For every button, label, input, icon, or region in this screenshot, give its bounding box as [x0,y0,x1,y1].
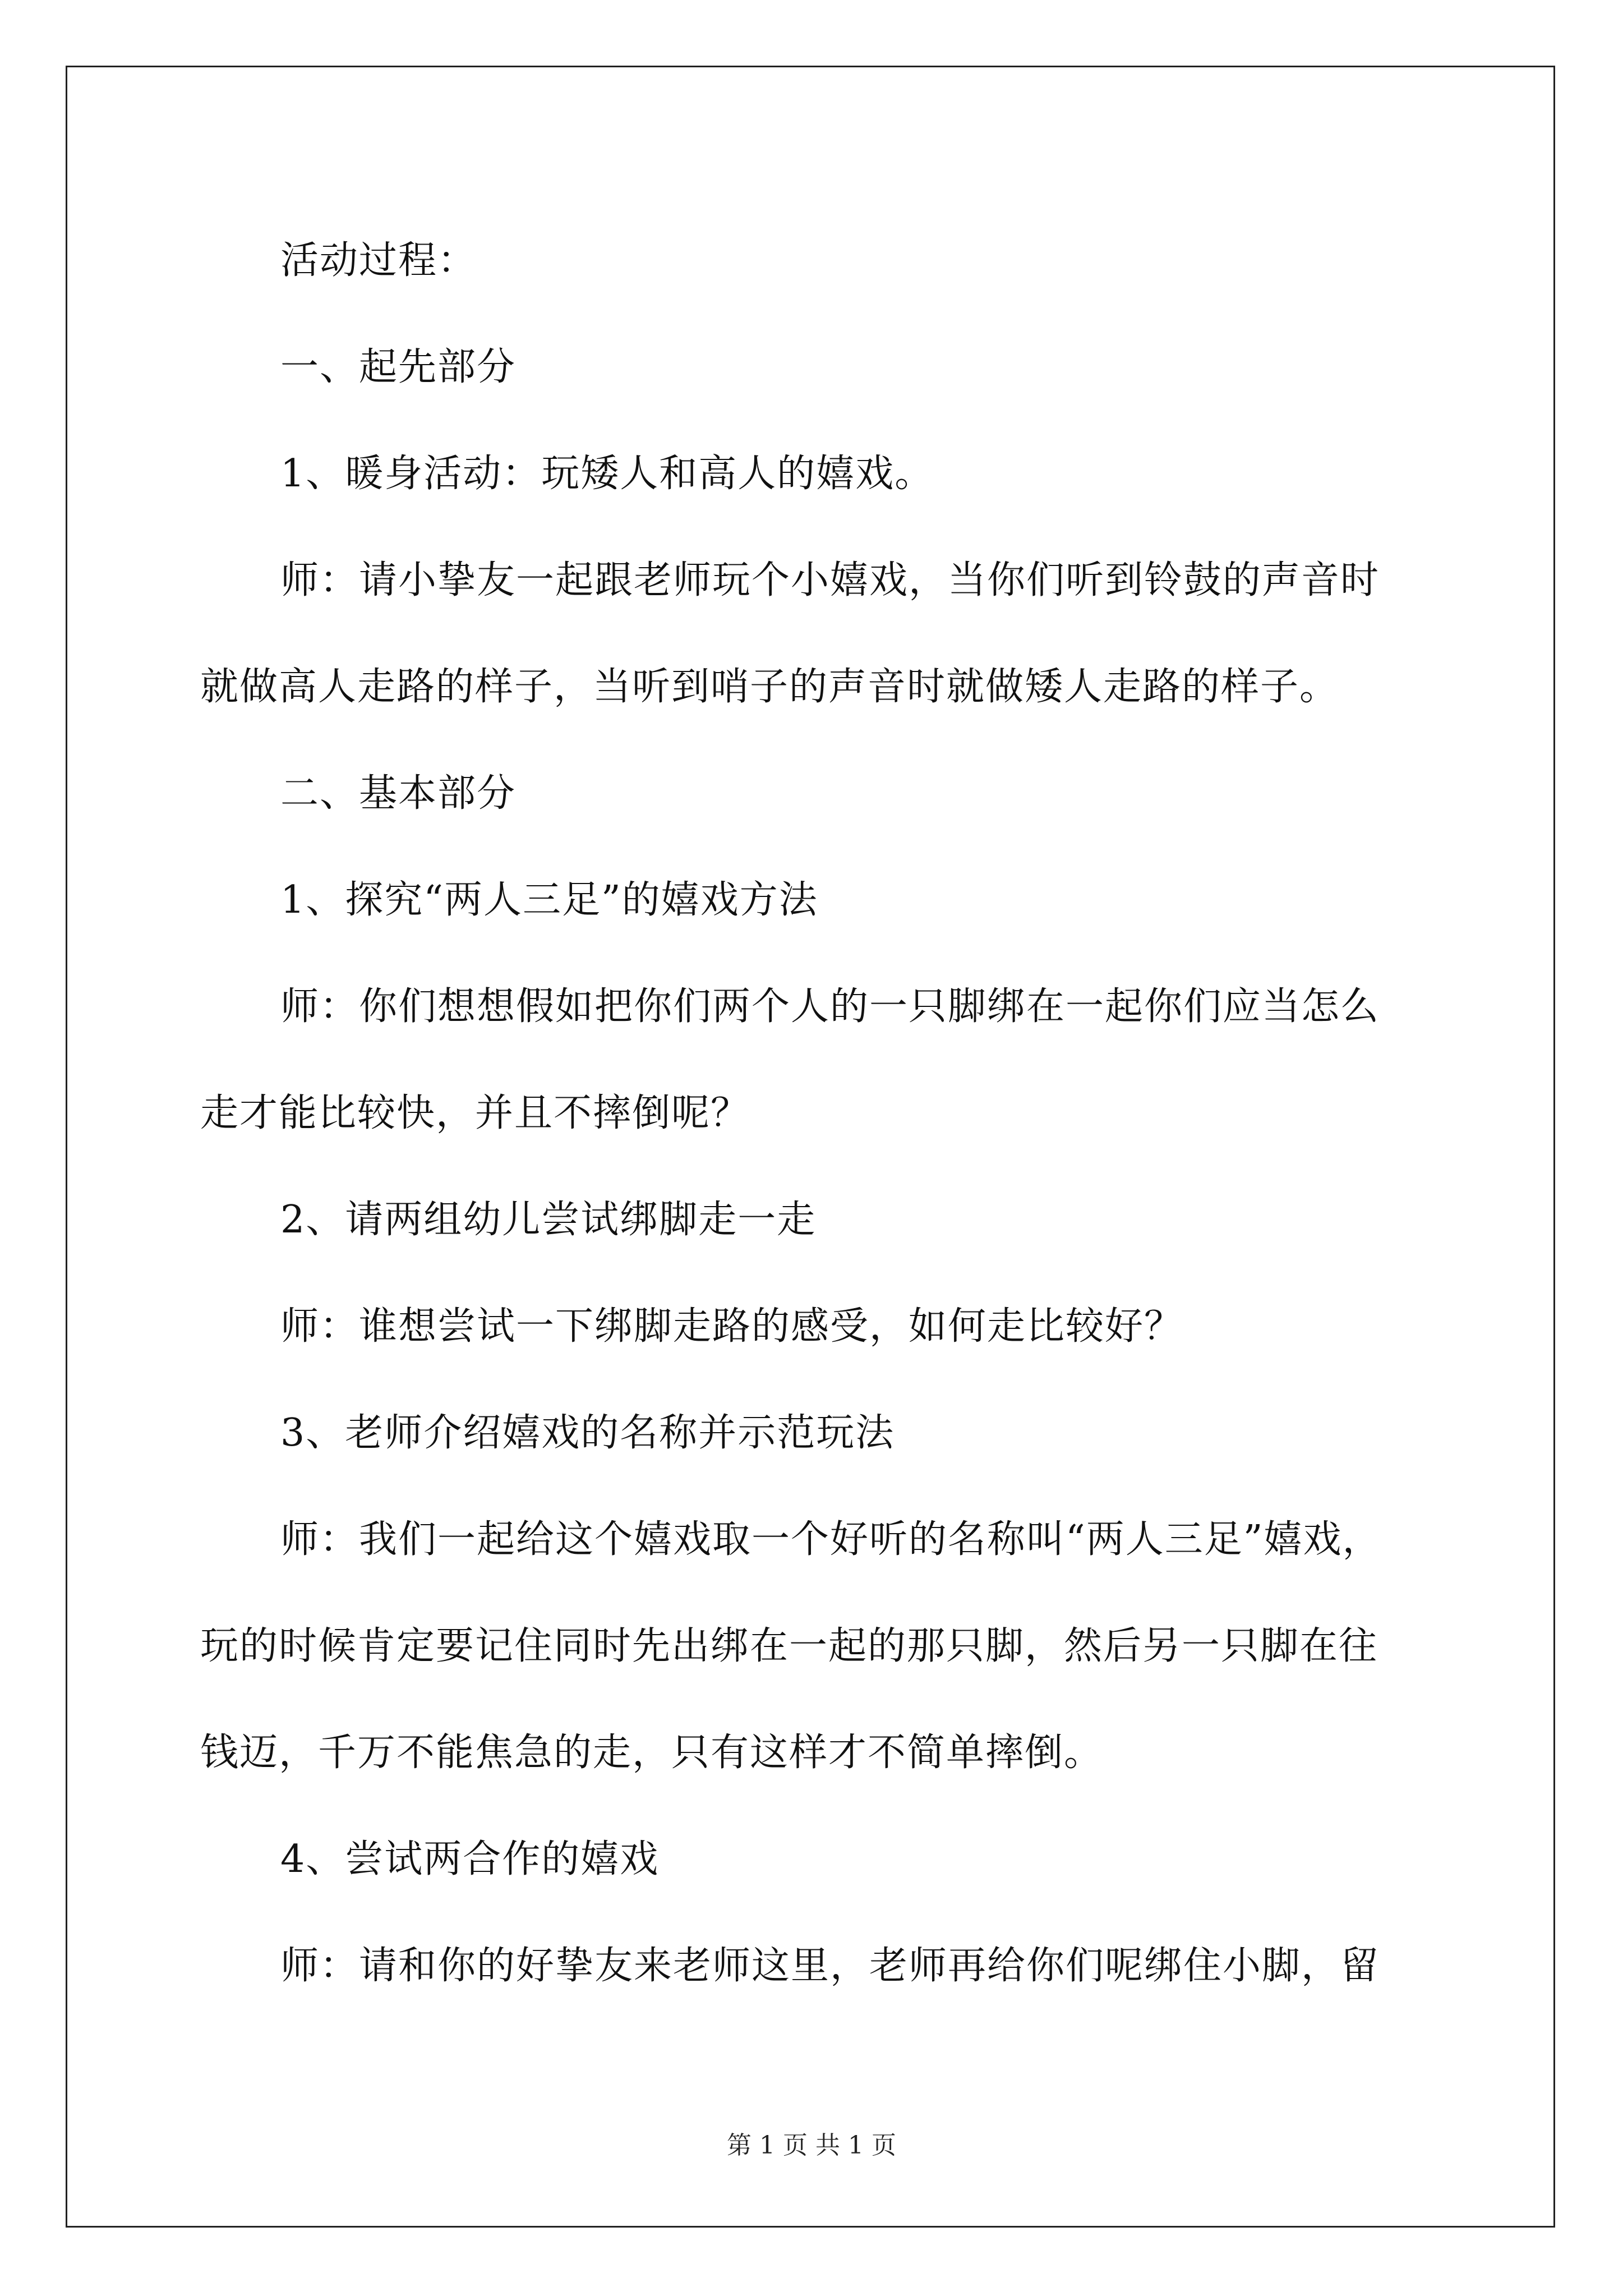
paragraph: 师：请和你的好挚友来老师这里，老师再给你们呢绑住小脚，留 [280,1944,1380,1988]
section-heading: 一、起先部分 [280,345,517,389]
paragraph: 师：请小挚友一起跟老师玩个小嬉戏，当你们听到铃鼓的声音时 [280,558,1380,602]
paragraph: 4、尝试两合作的嬉戏 [280,1837,660,1881]
paragraph: 1、探究“两人三足”的嬉戏方法 [280,878,818,922]
paragraph-continuation: 就做高人走路的样子，当听到哨子的声音时就做矮人走路的样子。 [200,665,1339,709]
paragraph-continuation: 钱迈，千万不能焦急的走，只有这样才不简单摔倒。 [200,1731,1104,1775]
paragraph: 师：你们想想假如把你们两个人的一只脚绑在一起你们应当怎么 [280,984,1380,1029]
paragraph: 3、老师介绍嬉戏的名称并示范玩法 [280,1411,895,1455]
section-heading: 二、基本部分 [280,771,517,816]
paragraph: 师：谁想尝试一下绑脚走路的感受，如何走比较好？ [280,1304,1184,1349]
paragraph: 1、暖身活动：玩矮人和高人的嬉戏。 [280,452,934,496]
paragraph-continuation: 走才能比较快，并且不摔倒呢？ [200,1091,750,1135]
document-body [200,208,1434,2019]
paragraph-continuation: 玩的时候肯定要记住同时先出绑在一起的那只脚，然后另一只脚在往 [200,1624,1378,1668]
paragraph: 活动过程： [280,238,477,283]
page-number-footer: 第 1 页 共 1 页 [727,2131,896,2160]
paragraph: 2、请两组幼儿尝试绑脚走一走 [280,1198,817,1242]
paragraph: 师：我们一起给这个嬉戏取一个好听的名称叫“两人三足”嬉戏， [280,1517,1382,1562]
